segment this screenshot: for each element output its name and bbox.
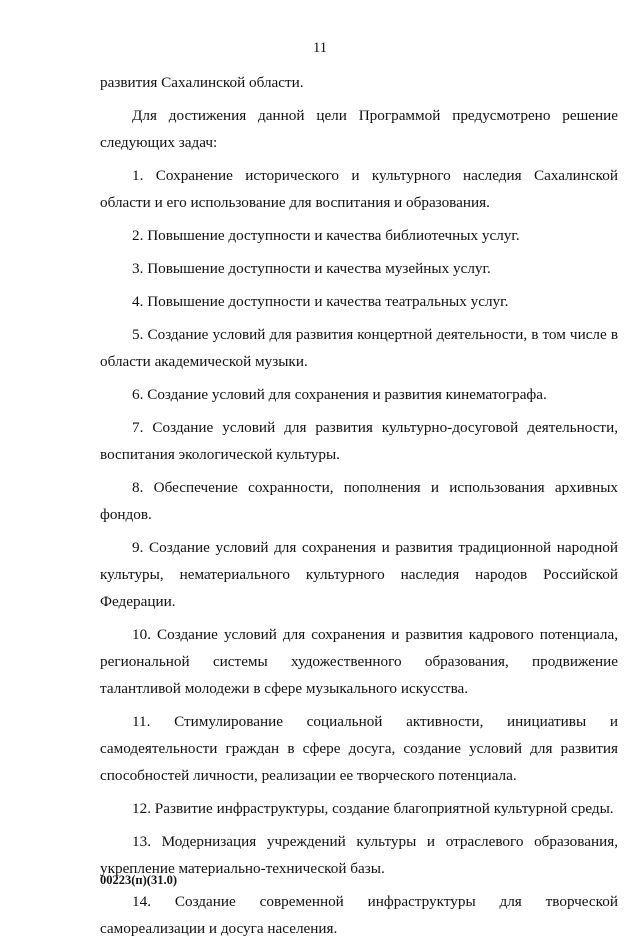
document-body xyxy=(100,69,618,948)
task-item-9: 9. Создание условий для сохранения и развития традиционной народной культуры, нематериального культурного наследия народов Российской Федерации. xyxy=(100,539,618,610)
task-item-3: 3. Повышение доступности и качества музейных услуг. xyxy=(132,260,491,277)
page-number: 11 xyxy=(313,40,327,56)
task-item-4: 4. Повышение доступности и качества театральных услуг. xyxy=(132,293,509,310)
task-item-6: 6. Создание условий для сохранения и развития кинематографа. xyxy=(132,386,547,403)
document-code: 00223(п)(31.0) xyxy=(100,873,177,887)
continuation-paragraph: развития Сахалинской области. xyxy=(100,74,304,91)
task-item-7: 7. Создание условий для развития культурно-досуговой деятельности, воспитания экологической культуры. xyxy=(100,419,618,463)
task-item-2: 2. Повышение доступности и качества библиотечных услуг. xyxy=(132,227,520,244)
task-item-1: 1. Сохранение исторического и культурного наследия Сахалинской области и его использование для воспитания и образования. xyxy=(100,167,618,211)
intro-paragraph: Для достижения данной цели Программой предусмотрено решение следующих задач: xyxy=(100,107,618,151)
task-item-8: 8. Обеспечение сохранности, пополнения и использования архивных фондов. xyxy=(100,479,618,523)
task-item-5: 5. Создание условий для развития концертной деятельности, в том числе в области академической музыки. xyxy=(100,326,618,370)
task-item-14: 14. Создание современной инфраструктуры для творческой самореализации и досуга населения. xyxy=(100,893,618,937)
task-item-11: 11. Стимулирование социальной активности, инициативы и самодеятельности граждан в сфере досуга, создание условий для развития способностей личности, реализации ее творческого потенциала. xyxy=(100,713,618,784)
task-item-13: 13. Модернизация учреждений культуры и отраслевого образования, укрепление материально-технической базы. xyxy=(100,833,618,877)
task-item-12: 12. Развитие инфраструктуры, создание благоприятной культурной среды. xyxy=(132,800,614,817)
task-item-10: 10. Создание условий для сохранения и развития кадрового потенциала, региональной системы художественного образования, продвижение талантливой молодежи в сфере музыкального искусства. xyxy=(100,626,618,697)
